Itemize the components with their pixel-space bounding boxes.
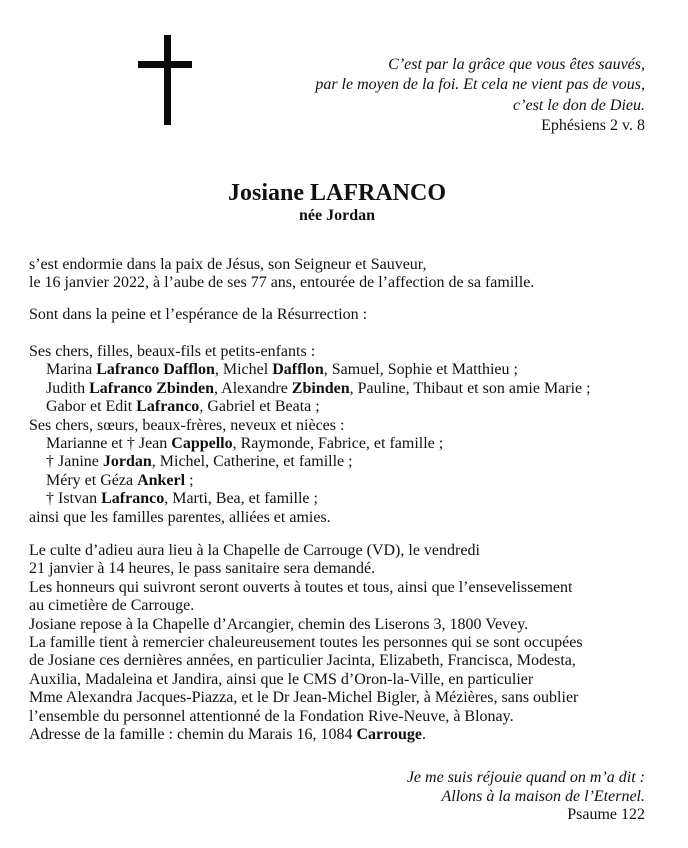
intro-line <box>29 274 669 292</box>
text-segment: au cimetière de Carrouge. <box>29 597 195 615</box>
name-emphasis: Lafranco <box>136 398 200 416</box>
title-block <box>29 180 645 224</box>
details-line <box>29 579 669 597</box>
details-line <box>29 560 669 578</box>
text-segment: , Gabriel et Beata ; <box>199 398 320 416</box>
text-segment: Auxilia, Madaleina et Jandira, ainsi que le CMS d’Oron-la-Ville, en particulier <box>29 670 534 688</box>
text-segment: l’ensemble du personnel attentionné de la Fondation Rive-Neuve, à Blonay. <box>29 707 514 725</box>
text-segment: La famille tient à remercier chaleureusement toutes les personnes qui se sont occupées <box>29 634 583 652</box>
family-line <box>29 417 669 435</box>
name-emphasis: Cappello <box>171 435 233 453</box>
text-segment: Mme Alexandra Jacques-Piazza, et le Dr Jean-Michel Bigler, à Mézières, sans oublier <box>29 689 579 707</box>
epigraph-lines <box>29 55 645 116</box>
name-emphasis: Ankerl <box>137 471 186 489</box>
quote-attribution: Psaume 122 <box>567 806 645 824</box>
text-segment: , Samuel, Sophie et Matthieu ; <box>323 361 518 379</box>
details-line <box>29 726 669 744</box>
family-line <box>29 361 669 379</box>
text-segment: 21 janvier à 14 heures, le pass sanitaire sera demandé. <box>29 560 376 578</box>
text-segment: , Pauline, Thibaut et son amie Marie ; <box>349 379 591 397</box>
family-line <box>29 509 669 527</box>
details-line <box>29 671 669 689</box>
details-line <box>29 708 669 726</box>
text-segment: Gabor et Edit <box>46 398 137 416</box>
family-line <box>29 343 669 361</box>
name-emphasis: Lafranco <box>101 490 165 508</box>
text-segment: , Marti, Bea, et famille ; <box>164 490 318 508</box>
name-emphasis: Dafflon <box>272 361 324 379</box>
deceased-name: Josiane LAFRANCO <box>227 180 446 206</box>
family-line <box>29 453 669 471</box>
text-segment: † Janine <box>46 453 103 471</box>
details-line <box>29 542 669 560</box>
text-segment: . <box>421 726 426 744</box>
text-segment: , Raymonde, Fabrice, et famille ; <box>232 435 444 453</box>
text-segment: Allons à la maison de l’Eternel. <box>441 787 645 805</box>
text-segment: Je me suis réjouie quand on m’a dit : <box>406 769 645 786</box>
text-segment: ainsi que les familles parentes, alliées et amies. <box>29 508 331 526</box>
name-emphasis: Lafranco Zbinden <box>89 379 215 397</box>
text-segment: Josiane repose à la Chapelle d’Arcangier, chemin des Liserons 3, 1800 Vevey. <box>29 615 529 633</box>
text-segment: c’est le don de Dieu. <box>513 96 645 114</box>
family-line <box>29 398 669 416</box>
text-segment: Ses chers, sœurs, beaux-frères, neveux et nièces : <box>29 416 345 434</box>
quote-line <box>29 769 645 788</box>
quote-lines <box>29 769 645 806</box>
text-segment: C’est par la grâce que vous êtes sauvés, <box>388 56 645 73</box>
ceremony-details <box>29 542 669 744</box>
details-line <box>29 652 669 670</box>
closing-quote <box>29 769 645 825</box>
name-emphasis: Zbinden <box>291 379 350 397</box>
epigraph-line <box>29 55 645 75</box>
family-line <box>29 435 669 453</box>
text-segment: Les honneurs qui suivront seront ouverts à toutes et tous, ainsi que l’ensevelissement <box>29 578 573 596</box>
text-segment: par le moyen de la foi. Et cela ne vient pas de vous, <box>315 76 645 94</box>
epigraph-line <box>29 75 645 95</box>
text-segment: s’est endormie dans la paix de Jésus, son Seigneur et Sauveur, <box>29 256 427 273</box>
text-segment: Adresse de la famille : chemin du Marais 16, 1084 <box>29 726 357 744</box>
text-segment: le 16 janvier 2022, à l’aube de ses 77 ans, entourée de l’affection de sa famille. <box>29 274 535 292</box>
intro-line <box>29 256 669 274</box>
name-emphasis: Lafranco Dafflon <box>96 361 215 379</box>
text-segment: Judith <box>46 379 90 397</box>
family-line <box>29 490 669 508</box>
quote-line <box>29 788 645 807</box>
family-list <box>29 343 669 527</box>
mourning-heading: Sont dans la peine et l’espérance de la Résurrection : <box>29 306 368 323</box>
details-line <box>29 597 669 615</box>
intro-paragraph <box>29 256 669 293</box>
name-emphasis: Jordan <box>102 453 152 471</box>
text-segment: Le culte d’adieu aura lieu à la Chapelle de Carrouge (VD), le vendredi <box>29 542 480 559</box>
text-segment: Méry et Géza <box>46 471 138 489</box>
epigraph-line <box>29 96 645 116</box>
text-segment: , Michel, Catherine, et famille ; <box>151 453 353 471</box>
scripture-epigraph <box>29 55 645 136</box>
epigraph-attribution: Ephésiens 2 v. 8 <box>541 116 645 134</box>
family-line <box>29 380 669 398</box>
text-segment: , Alexandre <box>214 379 292 397</box>
details-line <box>29 634 669 652</box>
name-emphasis: Carrouge <box>356 726 422 744</box>
family-line <box>29 472 669 490</box>
text-segment: , Michel <box>214 361 273 379</box>
details-line <box>29 689 669 707</box>
details-line <box>29 616 669 634</box>
text-segment: Marianne et † Jean <box>46 435 172 453</box>
maiden-name: née Jordan <box>299 207 375 224</box>
text-segment: Ses chers, filles, beaux-fils et petits-enfants : <box>29 343 316 360</box>
text-segment: † Istvan <box>46 490 102 508</box>
text-segment: de Josiane ces dernières années, en particulier Jacinta, Elizabeth, Francisca, Modesta, <box>29 652 576 670</box>
text-segment: Marina <box>46 361 97 379</box>
text-segment: ; <box>185 471 194 489</box>
